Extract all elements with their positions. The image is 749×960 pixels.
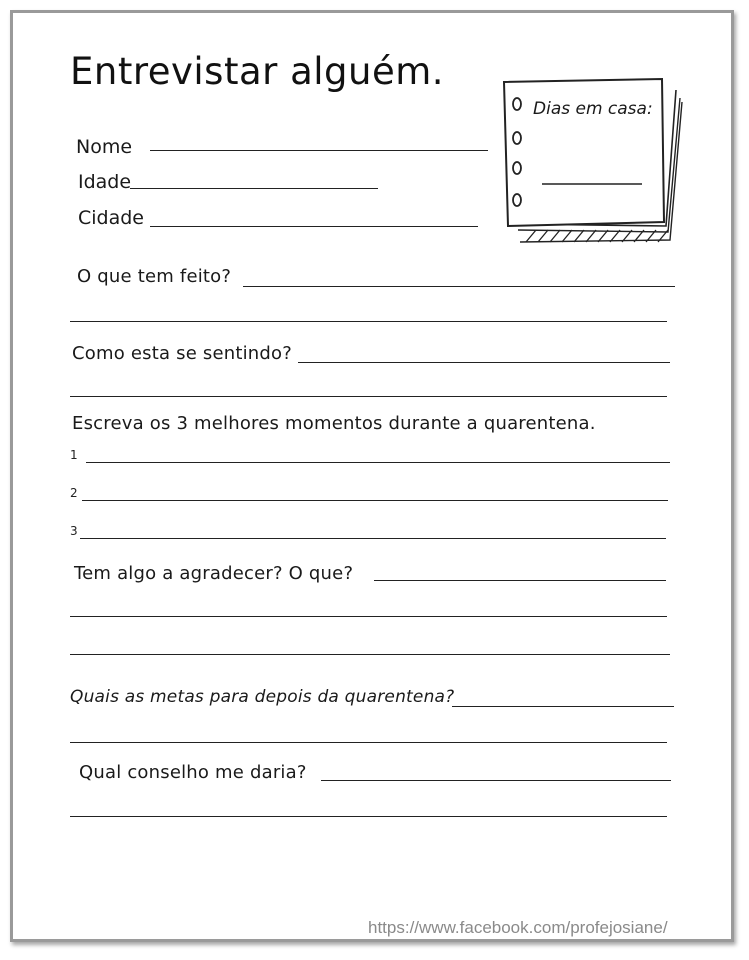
answer-line-q1-b[interactable] — [70, 321, 667, 322]
answer-line-q2-a[interactable] — [298, 362, 670, 363]
answer-line-q4-a[interactable] — [374, 580, 666, 581]
label-idade: Idade — [78, 171, 132, 193]
answer-line-q4-c[interactable] — [70, 654, 670, 655]
label-cidade: Cidade — [78, 207, 144, 229]
answer-line-q3-3[interactable] — [80, 538, 666, 539]
answer-line-q5-b[interactable] — [70, 742, 667, 743]
question-metas: Quais as metas para depois da quarentena? — [70, 687, 455, 707]
worksheet-title: Entrevistar alguém. — [70, 50, 445, 93]
line-idade[interactable] — [130, 188, 378, 189]
answer-line-q3-2[interactable] — [82, 500, 668, 501]
item-number-3: 3 — [70, 524, 78, 538]
note-title: Dias em casa: — [533, 99, 653, 119]
answer-line-q4-b[interactable] — [70, 616, 667, 617]
line-cidade[interactable] — [150, 226, 478, 227]
question-o-que-tem-feito: O que tem feito? — [77, 266, 232, 287]
answer-line-q1-a[interactable] — [243, 286, 675, 287]
question-algo-a-agradecer: Tem algo a agradecer? O que? — [74, 563, 354, 584]
question-como-esta: Como esta se sentindo? — [72, 343, 293, 364]
answer-line-q5-a[interactable] — [452, 706, 674, 707]
answer-line-q6-a[interactable] — [321, 780, 671, 781]
item-number-2: 2 — [70, 486, 78, 500]
answer-line-q2-b[interactable] — [70, 396, 667, 397]
line-nome[interactable] — [150, 150, 488, 151]
item-number-1: 1 — [70, 448, 78, 462]
answer-line-q6-b[interactable] — [70, 816, 667, 817]
question-3-melhores-momentos: Escreva os 3 melhores momentos durante a quarentena. — [72, 413, 596, 434]
source-watermark: https://www.facebook.com/profejosiane/ — [368, 918, 668, 937]
label-nome: Nome — [76, 136, 133, 158]
question-conselho: Qual conselho me daria? — [79, 762, 307, 783]
answer-line-q3-1[interactable] — [86, 462, 670, 463]
